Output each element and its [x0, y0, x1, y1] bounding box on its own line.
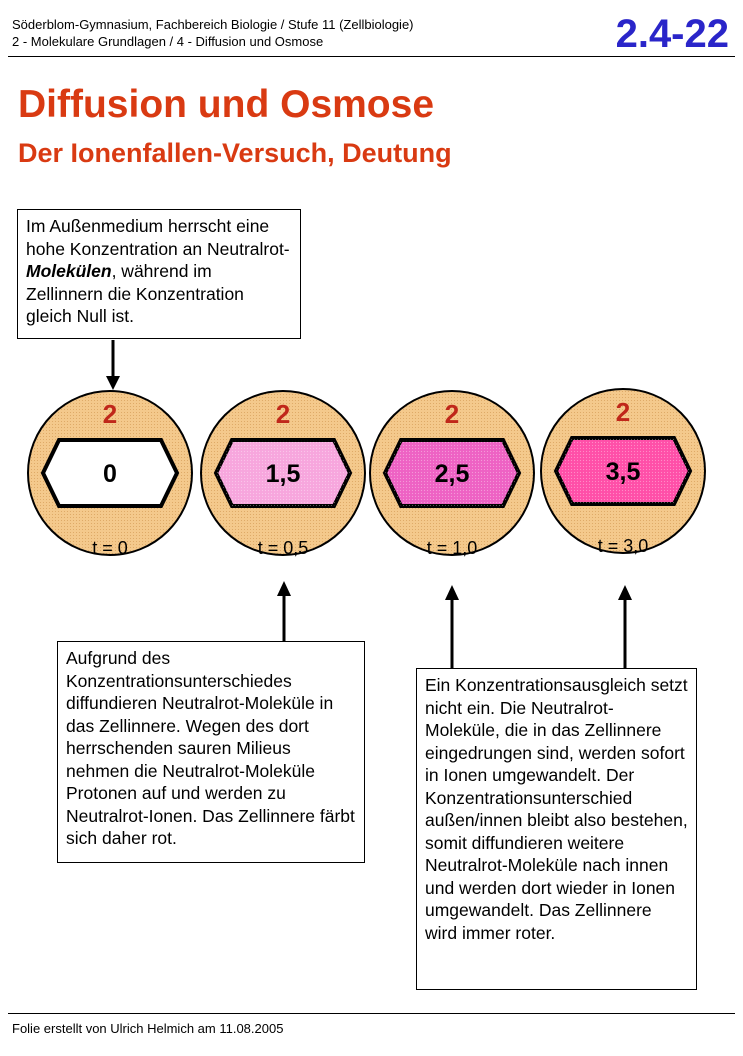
- header-line-1: Söderblom-Gymnasium, Fachbereich Biologie / Stufe 11 (Zellbiologie): [12, 17, 414, 32]
- time-label: t = 0: [92, 538, 128, 558]
- note-diffusion: Aufgrund des Konzentrationsunterschiedes diffundieren Neutralrot-Moleküle in das Zellinnere. Wegen des dort herrschenden sauren Milieus nehmen die Neutralrot-Moleküle Protonen auf und werden zu Neutralrot-Ionen. Das Zellinnere färbt sich daher rot.: [57, 641, 365, 863]
- outer-concentration: 2: [102, 399, 118, 429]
- outer-concentration: 2: [615, 397, 631, 427]
- outer-concentration: 2: [444, 399, 460, 429]
- page-title: Diffusion und Osmose: [18, 83, 435, 126]
- cell-2: [201, 391, 365, 558]
- inner-concentration: 3,5: [605, 458, 641, 486]
- time-label: t = 0,5: [257, 538, 309, 558]
- slide-number: 2.4-22: [615, 12, 729, 56]
- inner-concentration: 0: [103, 460, 117, 488]
- cell-1: [28, 391, 192, 558]
- outer-concentration: 2: [275, 399, 291, 429]
- inner-concentration: 1,5: [265, 460, 301, 488]
- footer-credit: Folie erstellt von Ulrich Helmich am 11.08.2005: [12, 1021, 284, 1036]
- arrow-head-second: [277, 581, 291, 596]
- footer-rule: [8, 1013, 735, 1014]
- note-initial-state: [17, 209, 301, 339]
- note-initial-emphasis: Molekülen: [26, 261, 112, 281]
- time-label: t = 3,0: [597, 536, 649, 556]
- inner-concentration: 2,5: [434, 460, 470, 488]
- note-no-equilibrium: Ein Konzentrationsausgleich setzt nicht ein. Die Neutralrot-Moleküle, die in das Zellinnere eingedrungen sind, werden sofort in Ionen umgewandelt. Der Konzentrationsunterschied außen/innen bleibt also bestehen, somit diffundieren weitere Neutralrot-Moleküle nach innen und werden dort wieder in Ionen umgewandelt. Das Zellinnere wird immer roter.: [416, 668, 697, 990]
- time-label: t = 1,0: [426, 538, 478, 558]
- note-initial-text-after: , während im Zellinnern die Konzentration gleich Null ist.: [26, 261, 244, 326]
- cell-3: [370, 391, 534, 558]
- page-subtitle: Der Ionenfallen-Versuch, Deutung: [18, 138, 452, 168]
- cell-4: [541, 389, 705, 556]
- note-initial-text-before: Im Außenmedium herrscht eine hohe Konzentration an Neutralrot-: [26, 216, 290, 259]
- arrow-head-first: [106, 376, 120, 390]
- arrow-head-fourth: [618, 585, 632, 600]
- arrow-head-third: [445, 585, 459, 600]
- header-line-2: 2 - Molekulare Grundlagen / 4 - Diffusion und Osmose: [12, 34, 324, 49]
